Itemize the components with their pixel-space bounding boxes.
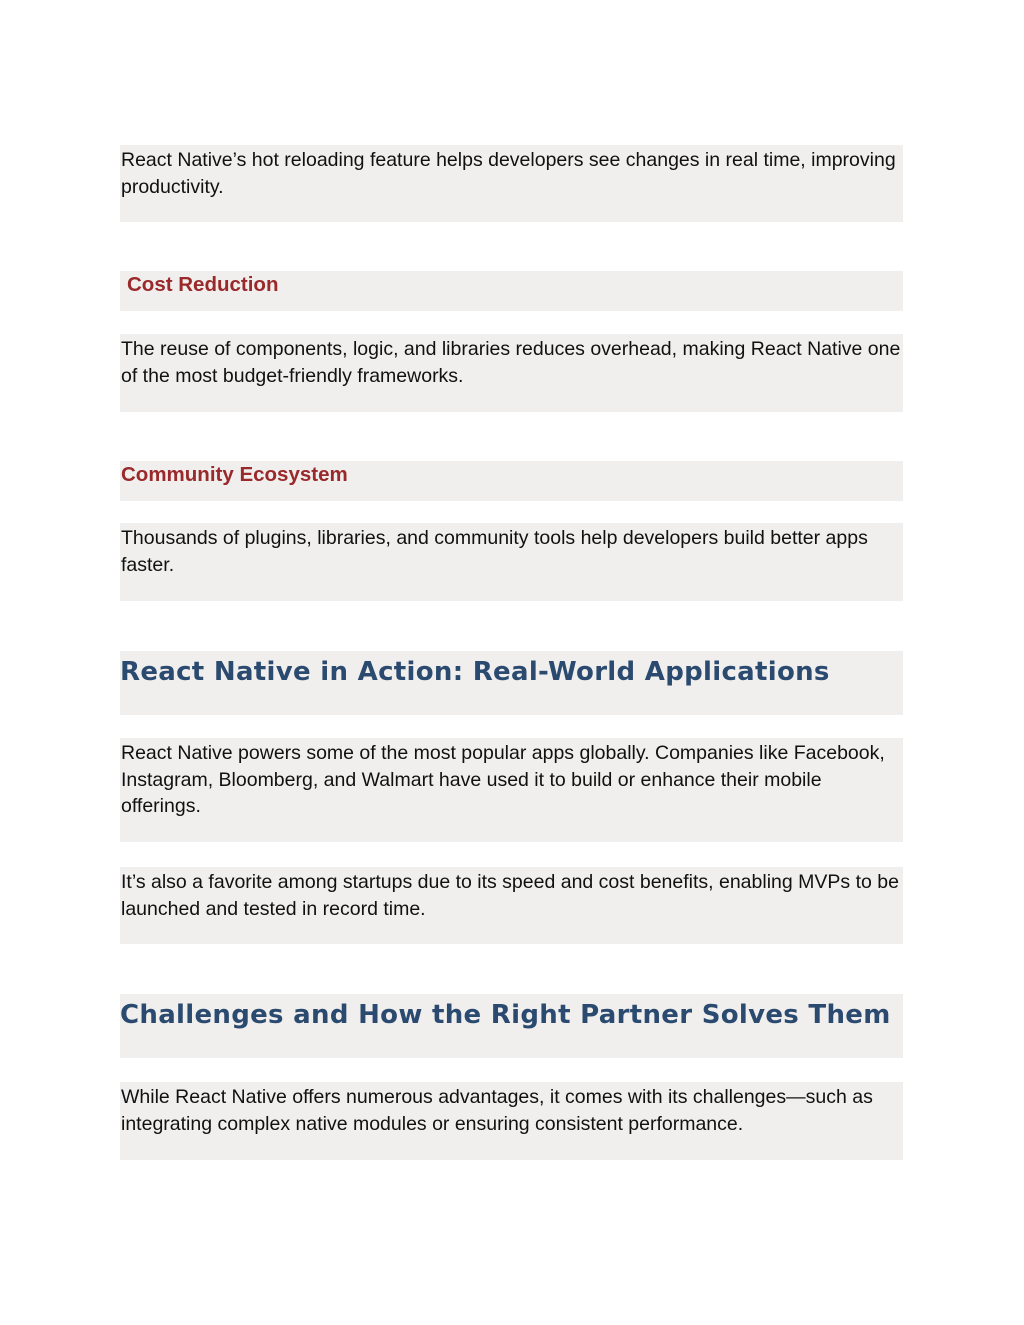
challenges-paragraph: While React Native offers numerous advantages, it comes with its challenges—such as integrating complex native modules or ensuring consistent performance. [120, 1082, 903, 1160]
cost-reduction-heading: Cost Reduction [120, 271, 903, 311]
cost-reduction-paragraph: The reuse of components, logic, and libraries reduces overhead, making React Native one of the most budget-friendly frameworks. [120, 334, 903, 412]
community-ecosystem-heading: Community Ecosystem [120, 461, 903, 501]
challenges-heading: Challenges and How the Right Partner Solves Them [120, 994, 903, 1058]
in-action-paragraph-2: It’s also a favorite among startups due to its speed and cost benefits, enabling MVPs to be launched and tested in record time. [120, 867, 903, 944]
hot-reload-paragraph: React Native’s hot reloading feature helps developers see changes in real time, improving productivity. [120, 145, 903, 222]
in-action-heading: React Native in Action: Real-World Applications [120, 651, 903, 715]
in-action-paragraph-1: React Native powers some of the most popular apps globally. Companies like Facebook, Instagram, Bloomberg, and Walmart have used it to build or enhance their mobile offerings. [120, 738, 903, 842]
community-ecosystem-paragraph: Thousands of plugins, libraries, and community tools help developers build better apps faster. [120, 523, 903, 601]
